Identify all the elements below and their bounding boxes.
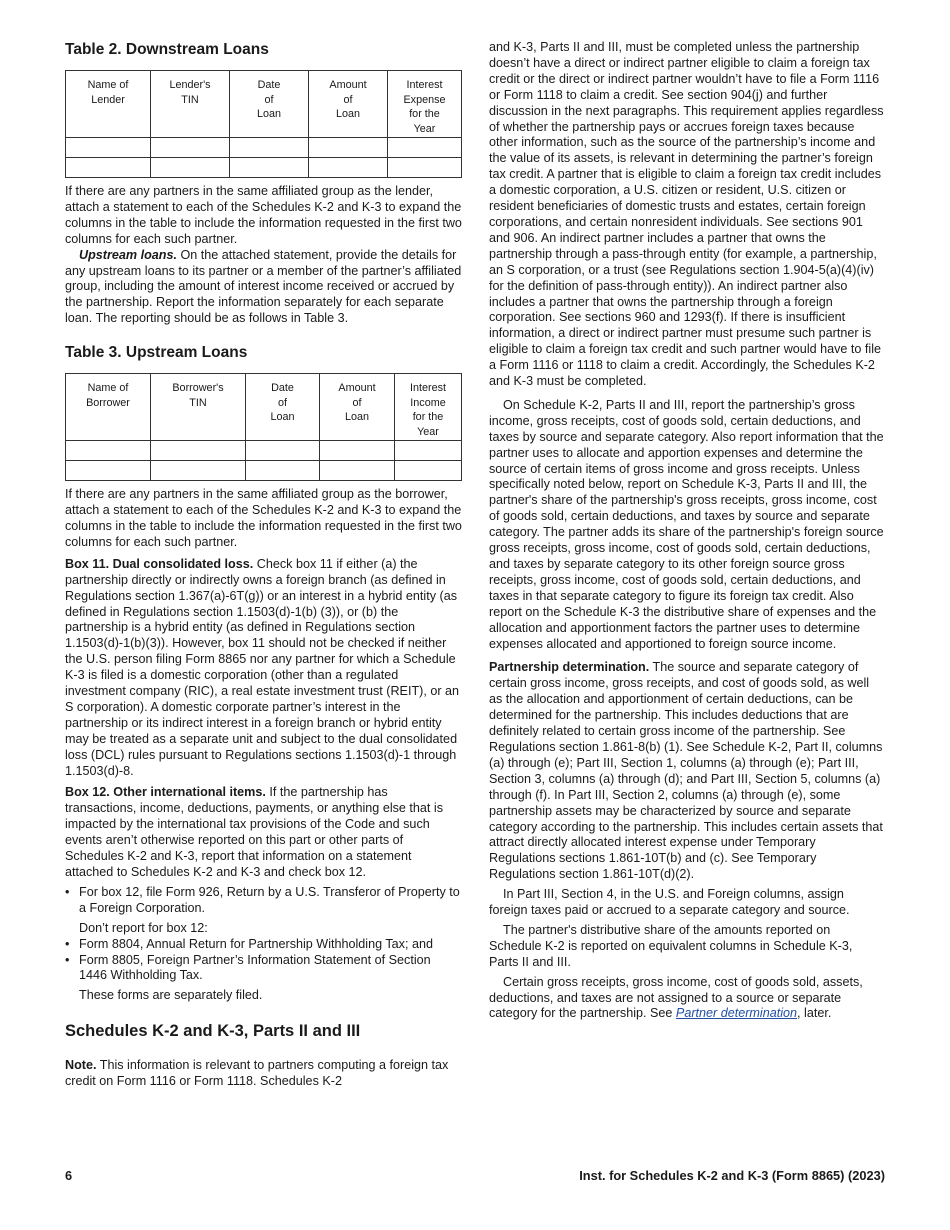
box12-paragraph: [65, 785, 462, 880]
box11-text: Check box 11 if either (a) the partnership directly or indirectly owns a foreign branch (as defined in Regulations section 1.367(a)-6T(g)) or an interest in a hybrid entity (as defined in Regulations section 1.1503(d)-1(b) (3)), or (b) the partnership is a hybrid entity (as defined in Regulations section 1.1503(d)-1(b)(3)). However, box 11 should not be checked if neither the U.S. person filing Form 8865 nor any partner for which a Schedule K-3 is filed is a domestic corporation (other than a regulated investment company (RIC), a real estate investment trust (REIT), or an S corporation). A domestic corporate partner’s interest in the partnership or its indirect interest in a foreign branch or hybrid entity may be treated as a separate unit and subject to the dual consolidated loss (DCL) rules pursuant to Regulations sections 1.1503(d)-1 through 1.1503(d)-8.: [65, 556, 460, 778]
right-column: [489, 40, 885, 1022]
table-cell: [66, 138, 151, 158]
table2-header-interest-expense: Interest Expense for the Year: [388, 71, 462, 138]
partnership-determination-paragraph: [489, 660, 885, 883]
table-cell: [151, 461, 246, 481]
table-cell: [230, 138, 309, 158]
table-cell: [66, 441, 151, 461]
bullet-icon: •: [65, 952, 70, 967]
table-cell: [309, 138, 388, 158]
table2-header-amount-of-loan: Amount of Loan: [309, 71, 388, 138]
upstream-loans-paragraph: [65, 248, 462, 328]
table-cell: [320, 461, 395, 481]
table-cell: [230, 158, 309, 178]
table-cell: [151, 158, 230, 178]
box12-text: If the partnership has transactions, income, deductions, payments, or anything else that is impacted by the international tax provisions of the Code and such events aren’t otherwise reported on this part or other parts of Schedules K-2 and K-3, report that information on a statement attached to Schedules K-2 and K-3 and check box 12.: [65, 785, 444, 879]
section4-paragraph: In Part III, Section 4, in the U.S. and Foreign columns, assign foreign taxes paid or accrued to a separate category and source.: [489, 887, 850, 918]
bullet-text: Form 8804, Annual Return for Partnership Withholding Tax; and: [79, 936, 433, 951]
downstream-loans-table: [65, 70, 462, 178]
table-cell: [151, 138, 230, 158]
table-cell: [246, 441, 320, 461]
box11-heading: Box 11. Dual consolidated loss.: [65, 556, 254, 571]
distributive-share-paragraph: The partner's distributive share of the amounts reported on Schedule K-2 is reported on equivalent columns in Schedule K-3, Parts II and III.: [489, 922, 853, 969]
affiliated-lender-paragraph: If there are any partners in the same affiliated group as the lender, attach a statement to each of the Schedules K-2 and K-3 to expand the columns in the table to include the information requested in the first two columns for each such partner.: [65, 184, 462, 246]
table-cell: [66, 461, 151, 481]
bullet-text: Form 8805, Foreign Partner’s Information Statement of Section 1446 Withholding Tax.: [79, 952, 431, 983]
partnership-determination-heading: Partnership determination.: [489, 660, 650, 675]
table-cell: [395, 461, 462, 481]
table3-blank-row: [66, 441, 462, 461]
table2-blank-row: [66, 138, 462, 158]
not-assigned-paragraph: [489, 975, 885, 1023]
upstream-loans-table: [65, 373, 462, 481]
separately-filed-line: These forms are separately filed.: [79, 988, 263, 1003]
note-paragraph: [65, 1058, 462, 1090]
note-text: This information is relevant to partners computing a foreign tax credit on Form 1116 or Form 1118. Schedules K-2: [65, 1058, 449, 1089]
table2-header-date-of-loan: Date of Loan: [230, 71, 309, 138]
table3-header-name-of-borrower: Name of Borrower: [66, 374, 151, 441]
table-cell: [66, 158, 151, 178]
table-cell: [246, 461, 320, 481]
bullet-icon: •: [65, 884, 70, 899]
upstream-loans-text: On the attached statement, provide the details for any upstream loans to its partner or a member of the partner’s affiliated group, including the amount of interest income received or accrued by the partnership. Report the information separately for each separate loan. The reporting should be as follows in Table 3.: [65, 247, 462, 326]
bullet-icon: •: [65, 936, 70, 951]
bullet-form-8805: [65, 953, 462, 985]
partner-determination-link[interactable]: Partner determination: [675, 1006, 798, 1021]
table3-header-amount-of-loan: Amount of Loan: [320, 374, 395, 441]
table2-header-name-of-lender: Name of Lender: [66, 71, 151, 138]
table-cell: [395, 441, 462, 461]
table-cell: [151, 441, 246, 461]
partnership-determination-text: The source and separate category of certain gross income, gross receipts, and cost of goods sold, as well as the allocation and apportionment of certain deductions, can be determined for the partnership. This includes deductions that are definitely related to certain gross income of the partnership. See Regulations section 1.861-8(b) (1). See Schedule K-2, Part II, columns (a) through (e); Part III, Section 1, columns (a) through (e); Part III, Section 3, columns (a) through (d); and Part III, Section 5, columns (a) through (f). In Part III, Section 2, columns (a) through (e), some partnership assets may be characterized by source and separate category according to the partnership. This includes certain assets that attract directly allocated interest expense under Temporary Regulations sections 1.861-10T(b) and (c). See Temporary Regulations section 1.861-10T(d)(2).: [489, 660, 883, 882]
box11-paragraph: [65, 557, 462, 780]
table-cell: [388, 138, 462, 158]
table2-blank-row: [66, 158, 462, 178]
affiliated-borrower-paragraph: If there are any partners in the same affiliated group as the borrower, attach a statement to each of the Schedules K-2 and K-3 to expand the columns in the table to include the information requested in the first two columns for each such partner.: [65, 487, 462, 549]
note-heading: Note.: [65, 1058, 97, 1073]
box12-heading: Box 12. Other international items.: [65, 785, 266, 800]
table-cell: [309, 158, 388, 178]
table-cell: [320, 441, 395, 461]
bullet-text: For box 12, file Form 926, Return by a U.S. Transferor of Property to a Foreign Corporation.: [79, 884, 460, 915]
table3-blank-row: [66, 461, 462, 481]
table2-header-lender-tin: Lender's TIN: [151, 71, 230, 138]
schedule-k2-report-paragraph: On Schedule K-2, Parts II and III, report the partnership’s gross income, gross receipts, cost of goods sold, certain deductions, and taxes by source and separate category. Also report information that the partner uses to allocate and apportion expenses and determine the source of certain items of gross income and gross receipts. Unless specifically noted below, report on Schedule K-3, Parts II and III, the partner's share of the partnership's gross receipts, gross income, cost of goods sold, certain deductions, and taxes by source and separate category. The partner adds its share of the partnership's foreign source gross receipts, gross income, cost of goods sold, certain deductions, and taxes by separate category to its other foreign source gross receipts, gross income, cost of goods sold, certain deductions, and taxes in that separate category to figure its foreign tax credit. Also report on the Schedule K-3 the distributive share of expenses and the allocation and apportionment factors the partner uses to determine expenses allocated and apportioned to foreign source income.: [489, 397, 884, 651]
upstream-loans-heading: Upstream loans.: [79, 247, 177, 262]
eligibility-paragraph: and K-3, Parts II and III, must be completed unless the partnership doesn’t have a direct or indirect partner eligible to claim a foreign tax credit or the direct or indirect partner wouldn’t have to file a Form 1116 or Form 1118 to claim a credit. See section 904(j) and further discussion in the next paragraphs. This requirement applies regardless of whether the partnership pays or accrues foreign taxes because other information, such as the source of the partnership’s income and the value of its assets, is relevant in determining the partner’s foreign tax credit. A partner that is eligible to claim a foreign tax credit includes a domestic corporation, a U.S. citizen or resident, U.S. citizen or resident beneficiaries of domestic trusts and estates, certain foreign corporations, and certain nonresident individuals. See sections 901 and 906. An indirect partner includes a partner that owns the partnership through a pass-through entity (for example, a partnership, an S corporation, or a trust (see Regulations section 1.904-5(a)(4)(iv) for the definition of pass-through entity)). An indirect partner also includes a partner that owns the partnership through a foreign corporation. See sections 960 and 1293(f). If there is insufficient information, a direct or indirect partner must presume such partner is eligible to claim a foreign tax credit and such partner would have to file a Form 1116 or 1118 to claim a credit. Accordingly, the Schedules K-2 and K-3 must be completed.: [489, 40, 884, 389]
table3-header-date-of-loan: Date of Loan: [246, 374, 320, 441]
table3-title: Table 3. Upstream Loans: [65, 344, 248, 362]
page-number: 6: [65, 1168, 73, 1183]
table-cell: [388, 158, 462, 178]
table2-header-row: [66, 71, 462, 138]
dont-report-line: Don’t report for box 12:: [79, 920, 208, 935]
table2-title: Table 2. Downstream Loans: [65, 41, 269, 58]
left-column: [65, 40, 462, 1090]
table3-header-row: [66, 374, 462, 441]
table3-header-interest-income: Interest Income for the Year: [395, 374, 462, 441]
not-assigned-text: Certain gross receipts, gross income, cost of goods sold, assets, deductions, and taxes are not assigned to a source or separate category for the partnership. See: [489, 974, 863, 1021]
bullet-form-926: [65, 885, 462, 917]
table3-header-borrower-tin: Borrower's TIN: [151, 374, 246, 441]
bullet-form-8804: [65, 937, 462, 953]
not-assigned-text-end: , later.: [797, 1006, 832, 1021]
document-footer-title: Inst. for Schedules K-2 and K-3 (Form 8865) (2023): [579, 1168, 885, 1183]
section-title-parts-ii-iii: Schedules K-2 and K-3, Parts II and III: [65, 1022, 361, 1041]
